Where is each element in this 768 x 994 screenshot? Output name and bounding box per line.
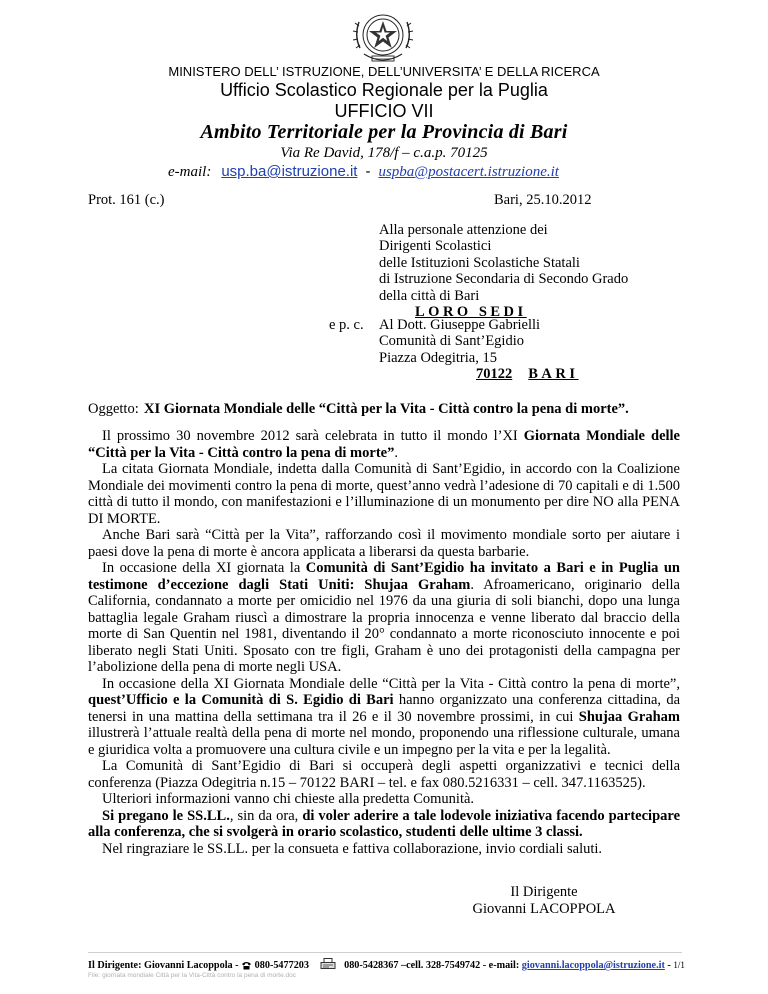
paragraph: Anche Bari sarà “Città per la Vita”, rafforzando così il movimento mondiale sorto per aiutare i paesi dove la pena di morte è ancora applicata a liberarsi da questa barbarie. bbox=[88, 527, 680, 560]
paragraph bbox=[88, 808, 680, 841]
italian-republic-emblem bbox=[350, 8, 416, 70]
recipient-line: di Istruzione Secondaria di Secondo Grado bbox=[379, 271, 629, 288]
paragraph bbox=[88, 676, 680, 759]
paragraph: Ulteriori informazioni vanno chi chieste alla predetta Comunità. bbox=[102, 791, 475, 807]
addressee-line: Piazza Odegitria, 15 bbox=[379, 349, 497, 366]
office-address: Via Re David, 178/f – c.a.p. 70125 bbox=[280, 145, 488, 161]
ministry-name: MINISTERO DELL’ ISTRUZIONE, DELL’UNIVERSITA’ E DELLA RICERCA bbox=[168, 64, 600, 79]
text: . bbox=[394, 444, 398, 461]
signature-name: Giovanni LACOPPOLA bbox=[472, 901, 616, 917]
recipient-line: Alla personale attenzione dei bbox=[379, 222, 548, 238]
email-label: e-mail: bbox=[168, 164, 212, 180]
paragraph bbox=[88, 428, 680, 461]
subject-text: XI Giornata Mondiale delle “Città per la Vita - Città contro la pena di morte”. bbox=[144, 401, 629, 417]
cc-addressee-block bbox=[379, 317, 579, 383]
text: In occasione della XI giornata la bbox=[102, 560, 306, 576]
file-name: File: giornata mondiale Città per la Vita-Città contro la pena di morte.doc bbox=[88, 972, 296, 979]
fax-icon bbox=[320, 958, 336, 970]
signature-role: Il Dirigente bbox=[510, 884, 578, 900]
addressee-line: Comunità di Sant’Egidio bbox=[379, 333, 524, 350]
email-separator: - bbox=[365, 163, 371, 180]
bold-text: Giornata Mondiale delle “Città per la Vita - Città contro la pena di morte” bbox=[88, 428, 680, 461]
text: illustrerà l’attuale realtà della pena di morte nel mondo, proponendo una riflessione culturale, umana e giuridica volta a promuovere una cultura civile e un impegno per la vita e per la legalità. bbox=[88, 725, 680, 758]
footer-phone: 080-5477203 bbox=[254, 960, 309, 971]
text: hanno organizzato una conferenza cittadina, da tenersi in una mattina della settimana tra il 26 e il 30 novembre prossimi, in cui bbox=[88, 692, 681, 725]
email-line bbox=[168, 163, 559, 181]
loro-sedi: LORO SEDI bbox=[415, 304, 527, 321]
office-unit: UFFICIO VII bbox=[334, 101, 434, 121]
paragraph: Nel ringraziare le SS.LL. per la consueta e fattiva collaborazione, invio cordiali saluti. bbox=[102, 840, 603, 857]
footer-divider bbox=[88, 952, 682, 953]
territorial-office: Ambito Territoriale per la Provincia di Bari bbox=[200, 121, 568, 143]
bold-text: Comunità di Sant’Egidio ha invitato a Bari e in Puglia un testimone d’eccezione dagli Stati Uniti: Shujaa Graham bbox=[88, 560, 680, 593]
paragraph: La Comunità di Sant’Egidio di Bari si occuperà degli aspetti organizzativi e tecnici della conferenza (Piazza Odegitria n.15 – 70122 BARI – tel. e fax 080.5216331 – cell. 347.1163525). bbox=[88, 758, 680, 791]
email-link-usp[interactable]: usp.ba@istruzione.it bbox=[221, 163, 358, 180]
office-name: Ufficio Scolastico Regionale per la Puglia bbox=[220, 80, 548, 100]
protocol-number: Prot. 161 (c.) bbox=[88, 192, 165, 208]
page-number: 1/1 bbox=[673, 960, 685, 970]
recipient-line: della città di Bari bbox=[379, 287, 480, 304]
addressee-line: Al Dott. Giuseppe Gabrielli bbox=[379, 317, 541, 333]
recipients-block bbox=[379, 222, 628, 320]
footer-dirigente: Il Dirigente: Giovanni Lacoppola - bbox=[88, 960, 239, 971]
text: Il prossimo 30 novembre 2012 sarà celebrata in tutto il mondo l’XI bbox=[102, 428, 524, 444]
email-link-pec[interactable]: uspba@postacert.istruzione.it bbox=[378, 164, 559, 180]
city: BARI bbox=[528, 366, 579, 383]
postal-code: 70122 bbox=[476, 366, 513, 383]
subject-label: Oggetto: bbox=[88, 401, 139, 417]
footer-contacts bbox=[88, 958, 685, 971]
footer-dash: - bbox=[667, 960, 671, 971]
text: , sin da ora, bbox=[229, 807, 303, 824]
bold-text: Shujaa Graham bbox=[578, 708, 680, 725]
footer-email-link[interactable]: giovanni.lacoppola@istruzione.it bbox=[521, 960, 665, 971]
text: In occasione della XI Giornata Mondiale delle “Città per la Vita - Città contro la pena di morte”, bbox=[102, 675, 680, 692]
phone-icon bbox=[241, 960, 252, 970]
letter-date: Bari, 25.10.2012 bbox=[494, 192, 592, 208]
cc-label: e p. c. bbox=[329, 317, 364, 333]
paragraph bbox=[88, 560, 680, 676]
postal-code-city bbox=[476, 366, 579, 382]
bold-text: quest’Ufficio e la Comunità di S. Egidio di Bari bbox=[88, 692, 394, 708]
recipient-line: Dirigenti Scolastici bbox=[379, 238, 492, 255]
bold-text: di voler aderire a tale lodevole iniziativa facendo partecipare alla conferenza, che si svolgerà in orario scolastico, studenti delle ultime 3 classi. bbox=[88, 807, 681, 840]
footer-fax-cell: 080-5428367 –cell. 328-7549742 - e-mail: bbox=[344, 960, 520, 971]
signature-block bbox=[466, 884, 622, 918]
bold-text: Si pregano le SS.LL. bbox=[102, 807, 230, 824]
text: . Afroamericano, originario della California, condannato a morte per omicidio nel 1976 da una giuria di soli bianchi, dopo una lunga battaglia legale Graham riuscì a dimostrare la propria innocenza e venne liberato dal braccio della morte di San Quentin nel 1981, diventando il 20° condannato a morte riconosciuto innocente e poi liberato negli Stati Uniti. Sposato con tre figli, Graham è uno dei protagonisti della campagna per l’abolizione della pena di morte negli USA. bbox=[88, 576, 680, 675]
letter-body bbox=[88, 428, 680, 857]
paragraph: La citata Giornata Mondiale, indetta dalla Comunità di Sant’Egidio, in accordo con la Coalizione Mondiale dei movimenti contro la pena di morte, quest’anno vedrà l’adesione di 70 capitali e di 1.500 città di tutto il mondo, con manifestazioni e l’illuminazione di un monumento per dire NO alla PENA DI MORTE. bbox=[88, 461, 680, 527]
recipient-line: delle Istituzioni Scolastiche Statali bbox=[379, 254, 580, 271]
